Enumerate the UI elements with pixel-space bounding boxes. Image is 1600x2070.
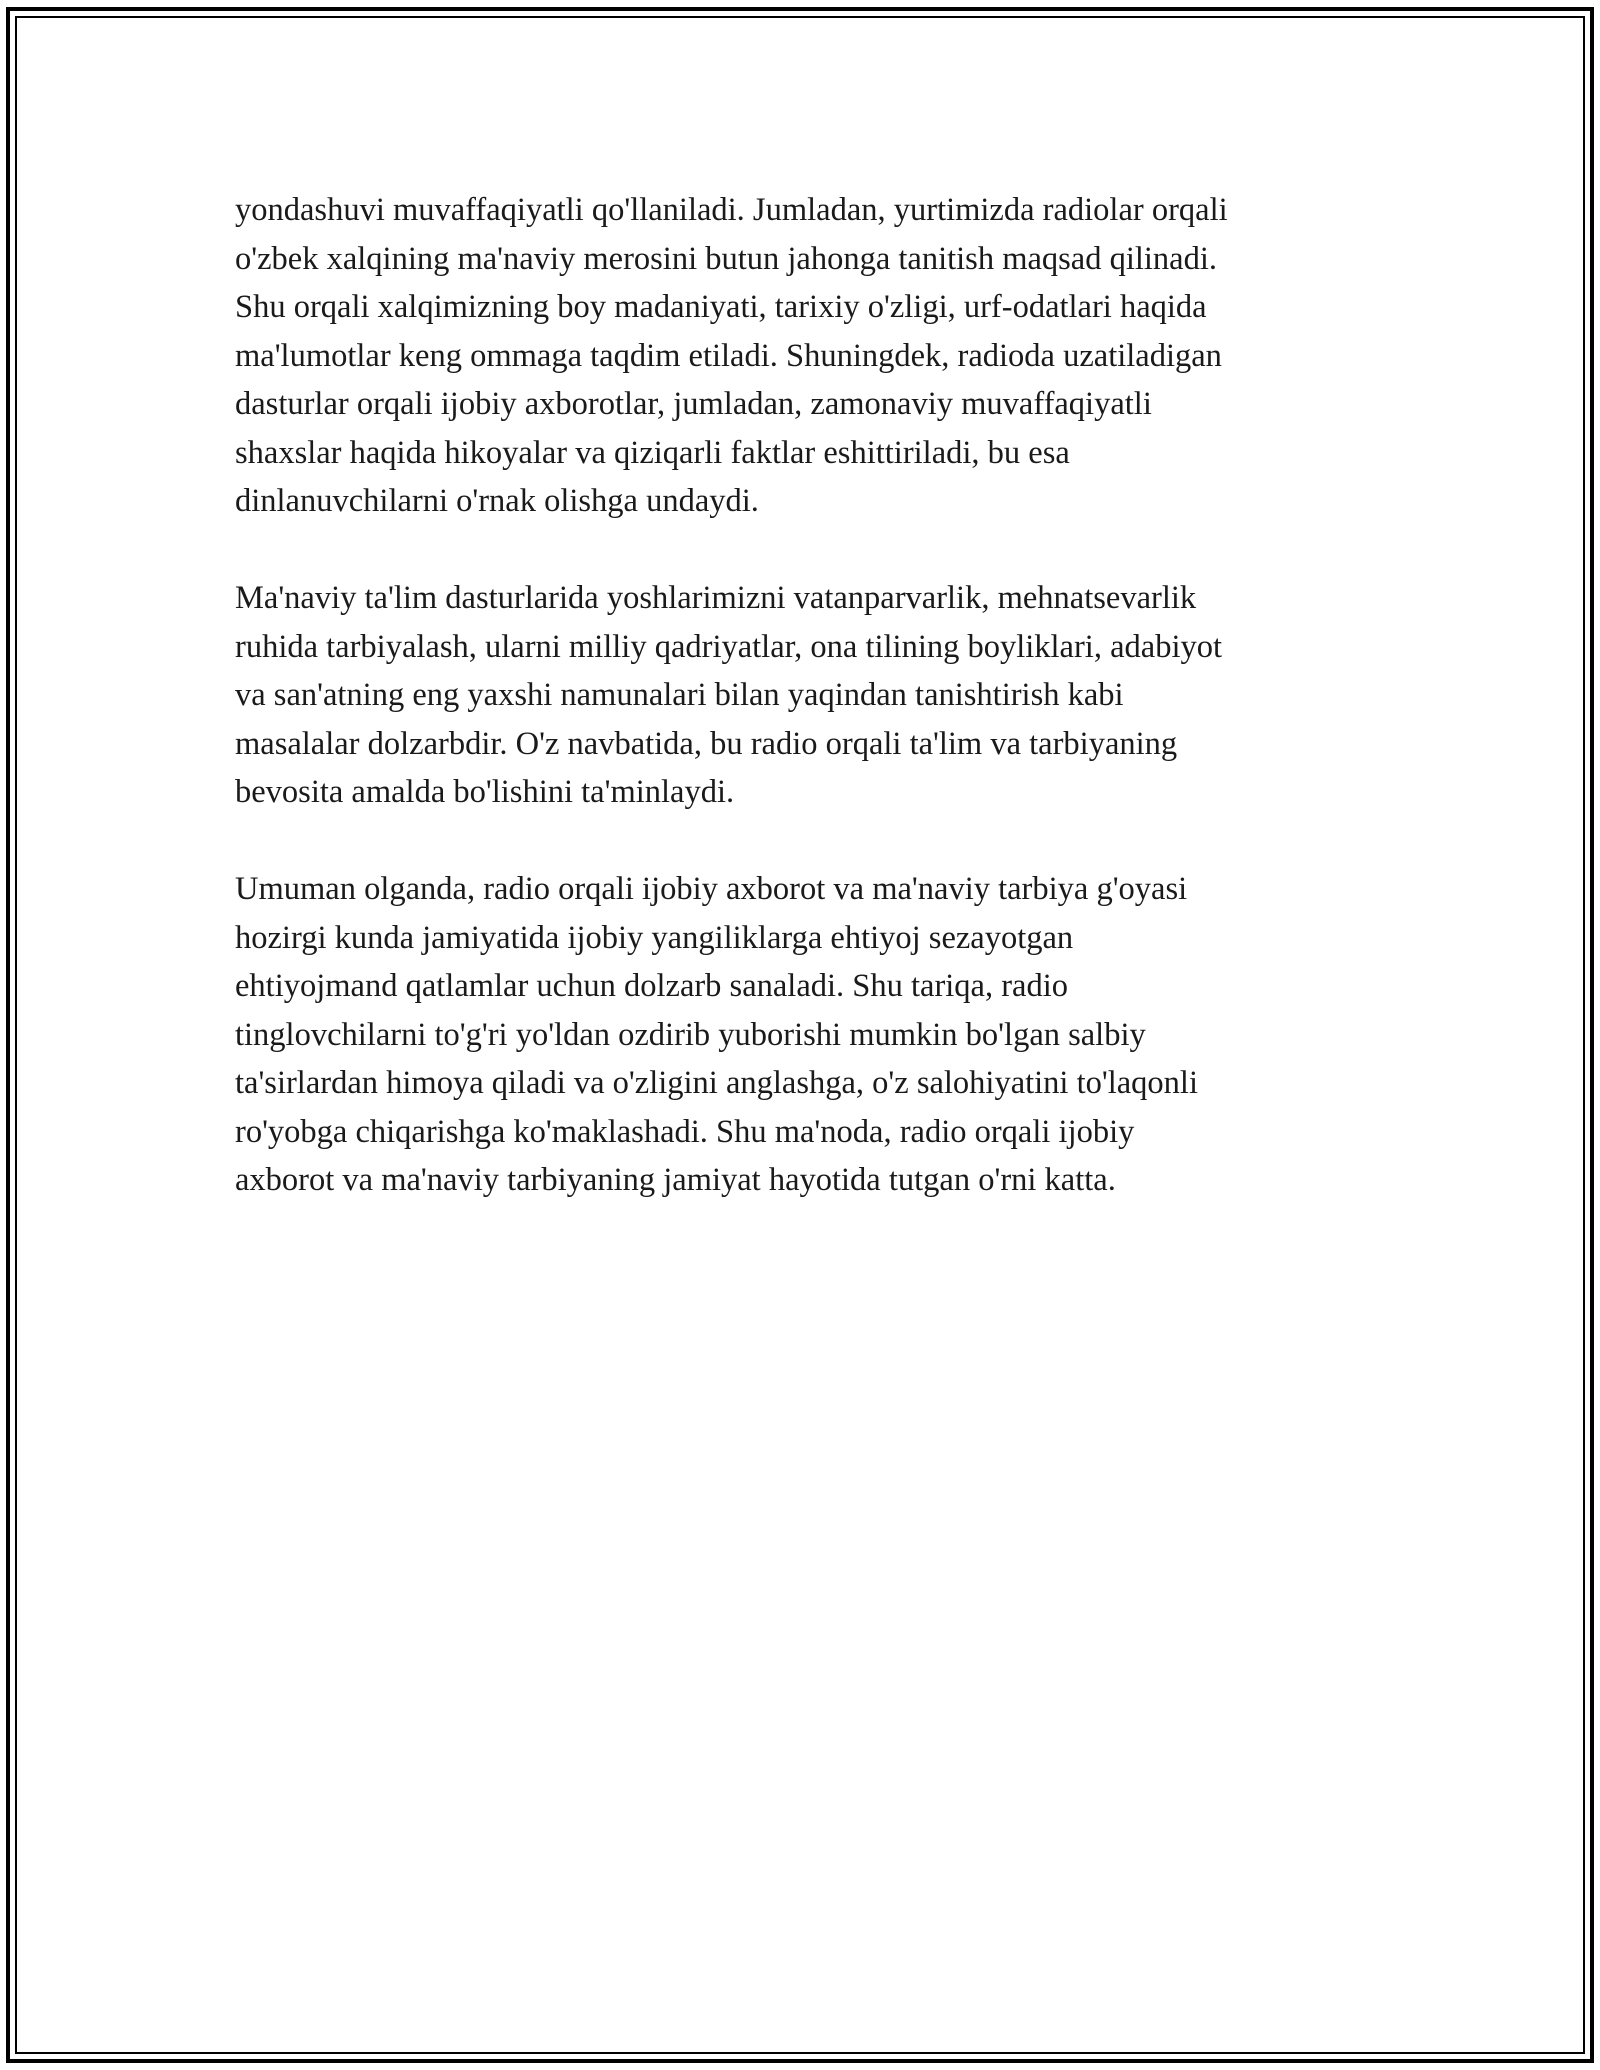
text-line: ta'sirlardan himoya qiladi va o'zligini anglashga, o'z salohiyatini to'laqonli [235, 1065, 1198, 1101]
paragraph-3 [235, 865, 1375, 1205]
text-line: masalalar dolzarbdir. O'z navbatida, bu radio orqali ta'lim va tarbiyaning [235, 725, 1178, 762]
text-line: shaxslar haqida hikoyalar va qiziqarli faktlar eshittiriladi, bu esa [235, 434, 1070, 471]
text-line: hozirgi kunda jamiyatida ijobiy yangiliklarga ehtiyoj sezayotgan [235, 919, 1074, 956]
text-line: o'zbek xalqining ma'naviy merosini butun jahonga tanitish maqsad qilinadi. [235, 240, 1218, 277]
paragraph-2 [235, 574, 1375, 817]
text-line: ruhida tarbiyalash, ularni milliy qadriyatlar, ona tilining boyliklari, adabiyot [235, 628, 1222, 665]
text-line: Shu orqali xalqimizning boy madaniyati, tarixiy o'zligi, urf-odatlari haqida [235, 289, 1207, 325]
document-body [235, 186, 1375, 1253]
text-line: ro'yobga chiqarishga ko'maklashadi. Shu ma'noda, radio orqali ijobiy [235, 1113, 1135, 1150]
text-line: dasturlar orqali ijobiy axborotlar, jumladan, zamonaviy muvaffaqiyatli [235, 386, 1152, 422]
text-line: axborot va ma'naviy tarbiyaning jamiyat hayotida tutgan o'rni katta. [235, 1162, 1116, 1198]
paragraph-1 [235, 186, 1375, 526]
text-line: yondashuvi muvaffaqiyatli qo'llaniladi. Jumladan, yurtimizda radiolar orqali [235, 192, 1228, 228]
text-line: va san'atning eng yaxshi namunalari bilan yaqindan tanishtirish kabi [235, 677, 1124, 713]
text-line: bevosita amalda bo'lishini ta'minlaydi. [235, 774, 735, 810]
text-line: ma'lumotlar keng ommaga taqdim etiladi. Shuningdek, radioda uzatiladigan [235, 337, 1222, 374]
text-line: Umuman olganda, radio orqali ijobiy axborot va ma'naviy tarbiya g'oyasi [235, 871, 1188, 907]
text-line: dinlanuvchilarni o'rnak olishga undaydi. [235, 483, 759, 519]
text-line: tinglovchilarni to'g'ri yo'ldan ozdirib yuborishi mumkin bo'lgan salbiy [235, 1016, 1146, 1053]
text-line: ehtiyojmand qatlamlar uchun dolzarb sanaladi. Shu tariqa, radio [235, 968, 1069, 1004]
text-line: Ma'naviy ta'lim dasturlarida yoshlarimizni vatanparvarlik, mehnatsevarlik [235, 580, 1197, 616]
